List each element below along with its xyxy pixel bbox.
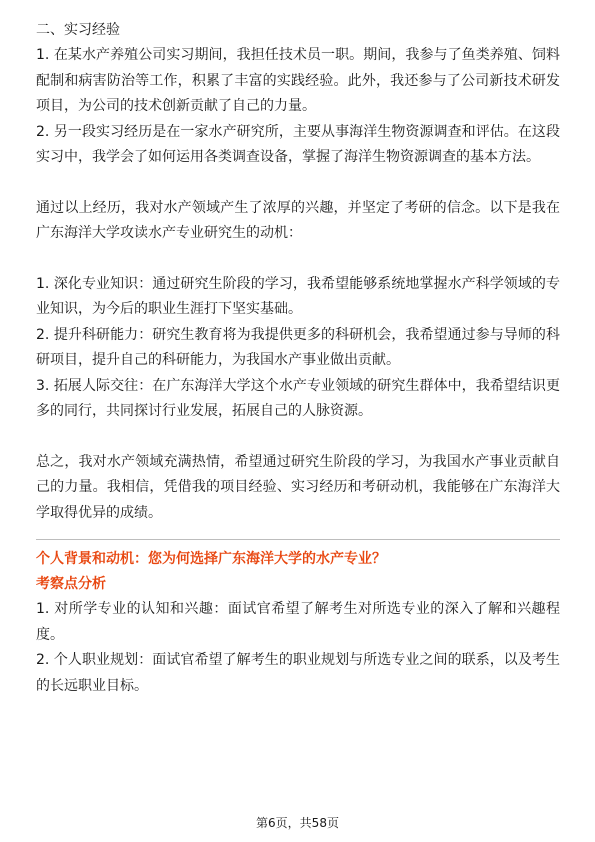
- motivation-item-2: 2. 提升科研能力：研究生教育将为我提供更多的科研机会，我希望通过参与导师的科研项目，提升自己的科研能力，为我国水产事业做出贡献。: [36, 326, 560, 368]
- section-heading: 二、实习经验: [36, 22, 120, 38]
- page-footer: 第6页，共58页: [256, 816, 339, 830]
- internship-paragraph-1: 1. 在某水产养殖公司实习期间，我担任技术员一职。期间，我参与了鱼类养殖、饲料配制和病害防治等工作，积累了丰富的实践经验。此外，我还参与了公司新技术研发项目，为公司的技术创新贡献了自己的力量。: [36, 47, 560, 114]
- conclusion-paragraph: 总之，我对水产领域充满热情，希望通过研究生阶段的学习，为我国水产事业贡献自己的力量。我相信，凭借我的项目经验、实习经历和考研动机，我能够在广东海洋大学取得优异的成绩。: [36, 453, 560, 521]
- motivation-item-1: 1. 深化专业知识：通过研究生阶段的学习，我希望能够系统地掌握水产科学领域的专业知识，为今后的职业生涯打下坚实基础。: [36, 275, 560, 317]
- document-page: [36, 18, 560, 699]
- internship-paragraph-2: 2. 另一段实习经历是在一家水产研究所，主要从事海洋生物资源调查和评估。在这段实习中，我学会了如何运用各类调查设备，掌握了海洋生物资源调查的基本方法。: [36, 123, 560, 165]
- section-divider: [36, 539, 560, 540]
- motivation-intro: 通过以上经历，我对水产领域产生了浓厚的兴趣，并坚定了考研的信念。以下是我在广东海洋大学攻读水产专业研究生的动机：: [36, 199, 560, 241]
- analysis-heading: 考察点分析: [36, 576, 106, 592]
- question-title: 个人背景和动机：您为何选择广东海洋大学的水产专业？: [36, 551, 386, 567]
- motivation-item-3: 3. 拓展人际交往：在广东海洋大学这个水产专业领域的研究生群体中，我希望结识更多的同行，共同探讨行业发展，拓展自己的人脉资源。: [36, 377, 560, 419]
- analysis-item-1: 1. 对所学专业的认知和兴趣：面试官希望了解考生对所选专业的深入了解和兴趣程度。: [36, 601, 560, 643]
- analysis-item-2: 2. 个人职业规划：面试官希望了解考生的职业规划与所选专业之间的联系，以及考生的长远职业目标。: [36, 652, 560, 694]
